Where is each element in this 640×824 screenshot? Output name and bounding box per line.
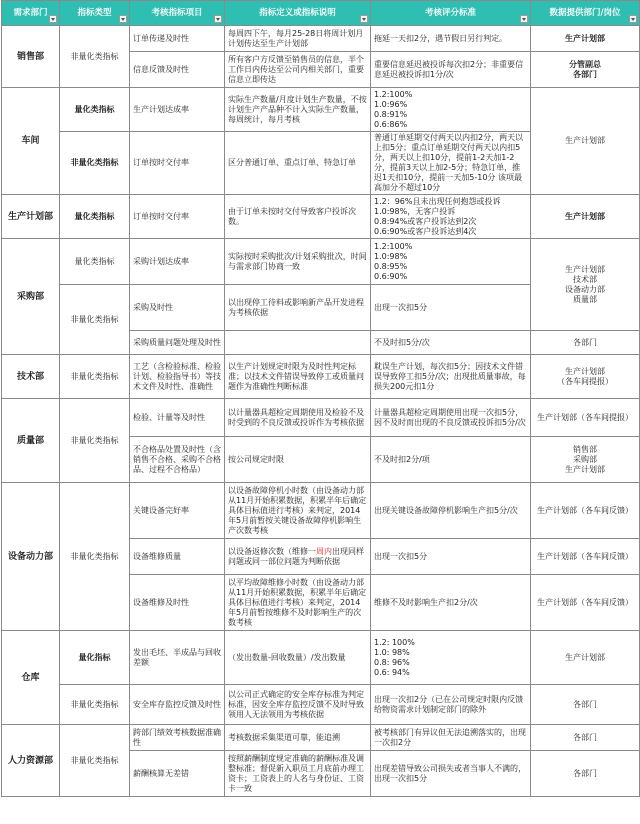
provider-cell[interactable]: 各部门 [531,725,640,751]
item-cell[interactable]: 不合格品处置及时性（含销售不合格、采购不合格品、过程不合格品） [130,437,225,483]
table-row [2,26,640,52]
provider-cell[interactable]: 生产计划部（各车间反馈） [531,575,640,631]
dept-cell[interactable]: 设备动力部 [2,483,60,631]
table-row [2,88,640,132]
filter-dropdown-icon[interactable] [49,15,57,23]
type-cell[interactable]: 非量化类指标 [60,132,130,195]
criteria-cell[interactable]: 不及时扣2分/项 [371,437,531,483]
provider-cell[interactable]: 生产计划部（各车间提报） [531,399,640,437]
criteria-cell[interactable]: 不及时扣5分/次 [371,331,531,355]
type-cell[interactable]: 非量化类指标 [60,685,130,725]
definition-cell[interactable]: 以平均故障维修小时数（由设备动力部从11月开始积累数据，积累半年后确定具体目标值进行考核）来判定，2014年5月前暂按维修不及时影响生产的次数考核 [225,575,371,631]
type-cell[interactable]: 非量化类指标 [60,483,130,631]
item-cell[interactable]: 订单传递及时性 [130,26,225,52]
provider-cell[interactable]: 生产计划部 [531,88,640,195]
type-cell[interactable]: 非量化类指标 [60,26,130,88]
provider-cell[interactable]: 各部门 [531,331,640,355]
dept-cell[interactable]: 车间 [2,88,60,195]
criteria-cell[interactable]: 重要信息延迟被投诉每次扣2分；非重要信息延迟被投诉扣1分/次 [371,52,531,88]
provider-cell[interactable]: 生产计划部 [531,195,640,239]
criteria-cell[interactable]: 普通订单延期交付两天以内扣2分，两天以上扣5分；重点订单延期交付两天以内扣5分，两天以上扣10分，提前1-2天加1-2分，提前3天以上加2-5分；特急订单，推迟1天扣10分，提前一天加5-10分 该项最高加分不超过10分 [371,132,531,195]
filter-dropdown-icon[interactable] [520,15,528,23]
kpi-table [1,0,640,797]
definition-cell[interactable]: 实际生产数量/月度计划生产数量，不按计划生产产品种不计入实际生产数量，每周统计，每月考核 [225,88,371,132]
definition-cell[interactable]: 以设备返修次数（维修一周内出现同样问题或同一部位问题为判断依据 [225,539,371,575]
type-cell[interactable]: 非量化类指标 [60,285,130,355]
type-cell[interactable]: 非量化类指标 [60,355,130,399]
table-row [2,399,640,437]
item-cell[interactable]: 工艺（含检验标准、检验计划、检验指导书）等技术文件及时性、准确性 [130,355,225,399]
header-dept: 需求部门 [2,1,60,26]
criteria-cell[interactable]: 被考核部门有异议但无法追溯落实的，出现一次扣2分 [371,725,531,751]
header-type: 指标类型 [60,1,130,26]
criteria-cell[interactable]: 出现一次扣5分 [371,285,531,331]
item-cell[interactable]: 采购及时性 [130,285,225,331]
definition-cell[interactable]: 按照薪酬制度规定准确的薪酬标准及调整标准；督促新入职员工月底前办理工资卡；工资表上的人名与身份证、工资卡一致 [225,751,371,797]
criteria-cell[interactable]: 耽误生产计划，每次扣5分；因技术文件错误导致停工扣5分/次；出现批质量事故，每损失200元扣1分 [371,355,531,399]
header-provider: 数据提供部门/岗位 [531,1,640,26]
item-cell[interactable]: 安全库存监控反馈及时性 [130,685,225,725]
criteria-cell[interactable]: 1.2: 100% 1.0: 98% 0.8: 96% 0.6: 94% [371,631,531,685]
dept-cell[interactable]: 质量部 [2,399,60,483]
definition-cell[interactable]: 以出现停工待料或影响新产品开发进程为考核依据 [225,285,371,331]
dept-cell[interactable]: 销售部 [2,26,60,88]
table-row [2,195,640,239]
item-cell[interactable]: 采购计划达成率 [130,239,225,285]
item-cell[interactable]: 订单按时交付率 [130,195,225,239]
item-cell[interactable]: 生产计划达成率 [130,88,225,132]
definition-cell[interactable]: 考核数据采集渠道可靠，能追溯 [225,725,371,751]
dept-cell[interactable]: 仓库 [2,631,60,725]
type-cell[interactable]: 非量化类指标 [60,725,130,797]
definition-cell[interactable]: 区分普通订单、重点订单、特急订单 [225,132,371,195]
criteria-cell[interactable]: 出现一次扣5分 [371,539,531,575]
definition-cell[interactable]: （发出数量-回收数量）/发出数量 [225,631,371,685]
table-row [2,239,640,285]
header-criteria: 考核评分标准 [371,1,531,26]
provider-cell[interactable]: 生产计划部 技术部 设备动力部 质量部 [531,239,640,331]
definition-cell[interactable]: 以设备故障停机小时数（由设备动力部从11月开始积累数据，积累半年后确定具体目标值进行考核）来判定，2014年5月前暂按关键设备故障停机影响生产次数考核 [225,483,371,539]
provider-cell[interactable]: 各部门 [531,685,640,725]
filter-dropdown-icon[interactable] [119,15,127,23]
definition-cell[interactable]: 所有客户方反馈至销售员的信息，半个工作日内传达至公司内相关部门，重要信息立即传达 [225,52,371,88]
criteria-cell[interactable]: 拖延一天扣2分，遇节假日另行判定。 [371,26,531,52]
provider-cell[interactable]: 分管副总 各部门 [531,52,640,88]
definition-cell[interactable]: 以计量器具超检定周期使用及检验不及时受到的不良反馈或投诉作为考核依据 [225,399,371,437]
provider-cell[interactable]: 各部门 [531,751,640,797]
definition-cell[interactable]: 以生产计划规定时限为及时性判定标准；以技术文件错误导致停工或质量问题作为准确性判断标准 [225,355,371,399]
criteria-cell[interactable]: 出现关键设备故障停机影响生产扣5分/次 [371,483,531,539]
definition-cell[interactable]: 以公司正式确定的安全库存标准为判定标准，因安全库存监控反馈不及时导致领用人无法领用为考核依据 [225,685,371,725]
item-cell[interactable]: 订单按时交付率 [130,132,225,195]
dept-cell[interactable]: 技术部 [2,355,60,399]
provider-cell[interactable]: 生产计划部 （各车间提报） [531,355,640,399]
criteria-cell[interactable]: 1.2:100% 1.0:98% 0.8:95% 0.6:90% [371,239,531,285]
item-cell[interactable]: 薪酬核算无差错 [130,751,225,797]
criteria-cell[interactable]: 出现差错导致公司损失或者当事人不满的，出现一次扣5分 [371,751,531,797]
type-cell[interactable]: 量化指标 [60,631,130,685]
header-item: 考核指标项目 [130,1,225,26]
filter-dropdown-icon[interactable] [360,15,368,23]
dept-cell[interactable]: 生产计划部 [2,195,60,239]
dept-cell[interactable]: 采购部 [2,239,60,355]
table-row [2,631,640,685]
header-definition: 指标定义或指标说明 [225,1,371,26]
definition-cell[interactable]: 按公司规定时限 [225,437,371,483]
definition-cell[interactable] [225,331,371,355]
item-cell[interactable]: 采购质量问题处理及时性 [130,331,225,355]
dept-cell[interactable]: 人力资源部 [2,725,60,797]
item-cell[interactable]: 设备维修质量 [130,539,225,575]
criteria-cell[interactable]: 维修不及时影响生产扣2分/次 [371,575,531,631]
type-cell[interactable]: 量化类指标 [60,195,130,239]
type-cell[interactable]: 量化类指标 [60,239,130,285]
header-row [2,1,640,26]
provider-cell[interactable]: 生产计划部（各车间反馈） [531,539,640,575]
type-cell[interactable]: 量化类指标 [60,88,130,132]
criteria-cell[interactable]: 计量器具超检定周期使用出现一次扣5分，因不及时而出现的不良反馈或投诉扣5分/次 [371,399,531,437]
item-cell[interactable]: 检验、计量等及时性 [130,399,225,437]
criteria-cell[interactable]: 1.2：96%且未出现任何抱怨或投诉 1.0:98%，无客户投诉 0.8:94%或客户投诉达到2次 0.6:90%或客户投诉达到4次 [371,195,531,239]
filter-dropdown-icon[interactable] [629,15,637,23]
table-row [2,483,640,539]
item-cell[interactable]: 发出毛坯、半成品与回收差额 [130,631,225,685]
item-cell[interactable]: 信息反馈及时性 [130,52,225,88]
definition-cell[interactable]: 实际按时采购批次/计划采购批次，时间与需求部门协商一致 [225,239,371,285]
table-row [2,725,640,751]
table-row [2,355,640,399]
item-cell[interactable]: 跨部门绩效考核数据准确性 [130,725,225,751]
provider-cell[interactable]: 生产计划部（各车间反馈） [531,483,640,539]
provider-cell[interactable]: 生产计划部 [531,631,640,685]
item-cell[interactable]: 设备维修及时性 [130,575,225,631]
table-row [2,685,640,725]
criteria-cell[interactable]: 1.2:100% 1.0:96% 0.8:91% 0.6:86% [371,88,531,132]
provider-cell[interactable]: 生产计划部 [531,26,640,52]
provider-cell[interactable]: 销售部 采购部 生产计划部 [531,437,640,483]
definition-cell[interactable]: 每周四下午，每月25-28日将周计划月计划传达至生产计划部 [225,26,371,52]
item-cell[interactable]: 关键设备完好率 [130,483,225,539]
criteria-cell[interactable]: 出现一次扣2分（已在公司规定时限内反馈给物资需求计划制定部门的除外 [371,685,531,725]
filter-dropdown-icon[interactable] [214,15,222,23]
definition-cell[interactable]: 由于订单未按时交付导致客户投诉次数。 [225,195,371,239]
type-cell[interactable]: 非量化类指标 [60,399,130,483]
